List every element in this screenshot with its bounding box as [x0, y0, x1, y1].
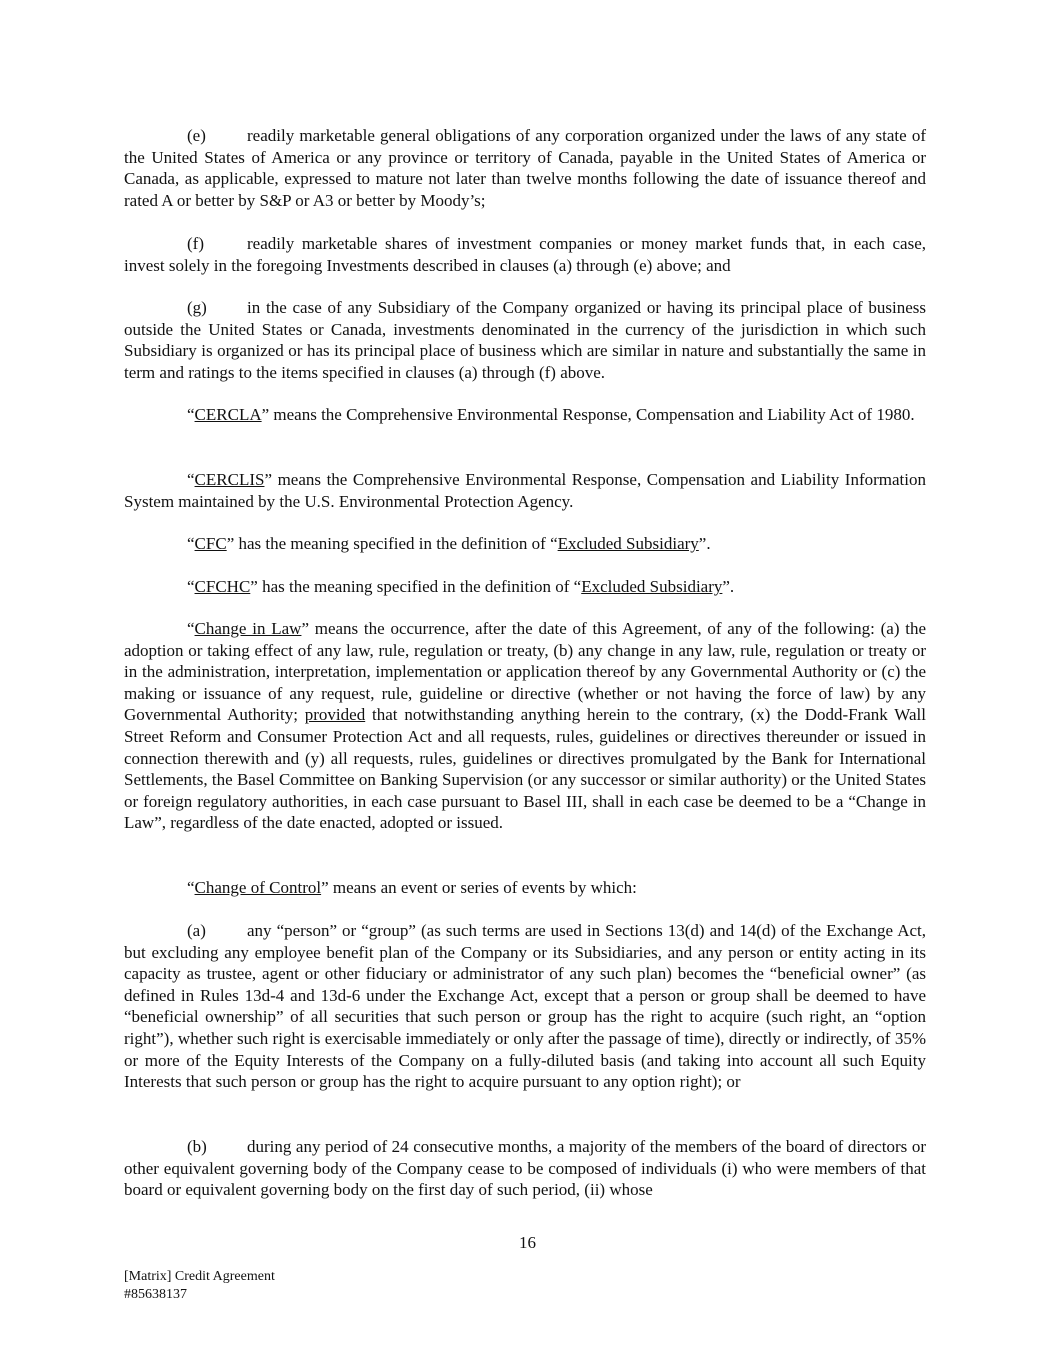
definition-text: means an event or series of events by which:	[328, 878, 637, 897]
definition-text: has the meaning specified in the definition of “	[257, 577, 582, 596]
clause-g	[124, 297, 926, 383]
defined-term: CERCLA	[194, 405, 262, 424]
definition-text: means the Comprehensive Environmental Response, Compensation and Liability Information System maintained by the U.S. Environmental Protection Agency.	[124, 470, 926, 511]
footer-title: [Matrix] Credit Agreement	[124, 1269, 275, 1284]
clause-e	[124, 125, 926, 211]
defined-term: CFCHC	[194, 577, 251, 596]
definition-cercla: “CERCLA” means the Comprehensive Environmental Response, Compensation and Liability Act of 1980.	[187, 405, 915, 424]
cross-reference: Excluded Subsidiary	[557, 534, 699, 553]
clause-label: (b)	[187, 1137, 207, 1156]
provided-term: provided	[304, 705, 366, 725]
clause-text: during any period of 24 consecutive months, a majority of the members of the board of directors or other equivalent governing body of the Company cease to be composed of individuals (i) who were members of that board or equivalent governing body on the first day of such period, (ii) whose	[124, 1137, 926, 1200]
cross-reference: Excluded Subsidiary	[581, 577, 723, 596]
definition-text-continued: that notwithstanding anything herein to the contrary, (x) the Dodd-Frank Wall Street Reform and Consumer Protection Act and all requests, rules, guidelines or directives thereunder or issued in connection therewith and (y) all requests, rules, guidelines or directives promulgated by the Bank for International Settlements, the Basel Committee on Banking Supervision (or any successor or similar authority) or the United States or foreign regulatory authorities, in each case pursuant to Basel III, shall in each case be deemed to be a “Change in Law”, regardless of the date enacted, adopted or issued.	[124, 705, 926, 833]
definition-end: ”.	[722, 577, 735, 596]
clause-text: any “person” or “group” (as such terms are used in Sections 13(d) and 14(d) of the Exchange Act, but excluding any employee benefit plan of the Company or its Subsidiaries, and any person or entity acting in its capacity as trustee, agent or other fiduciary or administrator of any such plan) becomes the “beneficial owner” (as defined in Rules 13d-4 and 13d-6 under the Exchange Act, except that a person or group shall be deemed to have “beneficial ownership” of all securities that such person or group has the right to acquire (such right, an “option right”), whether such right is exercisable immediately or only after the passage of time), directly or indirectly, of 35% or more of the Equity Interests of the Company on a fully-diluted basis (and taking into account all such Equity Interests that such person or group has the right to acquire pursuant to any option right); or	[124, 921, 926, 1092]
defined-term: Change in Law	[194, 619, 302, 638]
clause-text: readily marketable general obligations of any corporation organized under the laws of any state of the United States of America or any province or territory of Canada, payable in the United States of America or Canada, as applicable, expressed to mature not later than twelve months following the date of issuance thereof and rated A or better by S&P or A3 or better by Moody’s;	[124, 126, 926, 210]
definition-cfc: “CFC” has the meaning specified in the definition of “Excluded Subsidiary”.	[187, 534, 711, 553]
clause-text: readily marketable shares of investment companies or money market funds that, in each case, invest solely in the foregoing Investments described in clauses (a) through (e) above; and	[124, 234, 926, 275]
change-of-control-clause-a	[124, 920, 926, 1093]
footer	[124, 1268, 275, 1304]
definition-change-of-control: “Change of Control” means an event or series of events by which:	[187, 878, 637, 897]
defined-term: Change of Control	[194, 878, 322, 897]
change-of-control-clause-b	[124, 1136, 926, 1201]
clause-label: (a)	[187, 921, 206, 940]
definition-cfchc: “CFCHC” has the meaning specified in the definition of “Excluded Subsidiary”.	[187, 577, 735, 596]
definition-text: means the Comprehensive Environmental Response, Compensation and Liability Act of 1980.	[269, 405, 915, 424]
definition-cerclis: “CERCLIS” means the Comprehensive Environmental Response, Compensation and Liability Information System maintained by the U.S. Environmental Protection Agency.	[124, 470, 926, 511]
clause-f	[124, 233, 926, 276]
clause-label: (f)	[187, 234, 204, 253]
definition-text: means the occurrence, after the date of this Agreement, of any of the following: (a) the adoption or taking effect of any law, rule, regulation or treaty, (b) any change in any law, rule, regulation or treaty or in the administration, interpretation, implementation or application thereof by any Governmental Authority or (c) the making or issuance of any request, rule, guideline or directive (whether or not having the force of law) by any Governmental Authority;	[124, 619, 927, 725]
clause-text: in the case of any Subsidiary of the Company organized or having its principal place of business outside the United States or Canada, investments denominated in the currency of the jurisdiction in which such Subsidiary is organized or has its principal place of business which are similar in nature and substantially the same in term and ratings to the items specified in clauses (a) through (f) above.	[124, 298, 926, 382]
clause-label: (e)	[187, 126, 206, 145]
defined-term: CFC	[194, 534, 227, 553]
definition-text: has the meaning specified in the definition of “	[234, 534, 558, 553]
definition-end: ”.	[698, 534, 711, 553]
footer-doc-number: #85638137	[124, 1287, 187, 1302]
clause-label: (g)	[187, 298, 207, 317]
definition-change-in-law: “Change in Law” means the occurrence, after the date of this Agreement, of any of the following: (a) the adoption or taking effect of any law, rule, regulation or treaty, (b) any change in any law, rule, regulation or treaty or in the administration, interpretation, implementation or application thereof by any Governmental Authority or (c) the making or issuance of any request, rule, guideline or directive (whether or not having the force of law) by any Governmental Authority; provided that notwithstanding anything herein to the contrary, (x) the Dodd-Frank Wall Street Reform and Consumer Protection Act and all requests, rules, guidelines or directives thereunder or issued in connection therewith and (y) all requests, rules, guidelines or directives promulgated by the Bank for International Settlements, the Basel Committee on Banking Supervision (or any successor or similar authority) or the United States or foreign regulatory authorities, in each case pursuant to Basel III, shall in each case be deemed to be a “Change in Law”, regardless of the date enacted, adopted or issued.	[124, 619, 927, 833]
page-number: 16	[519, 1233, 536, 1252]
defined-term: CERCLIS	[194, 470, 265, 489]
